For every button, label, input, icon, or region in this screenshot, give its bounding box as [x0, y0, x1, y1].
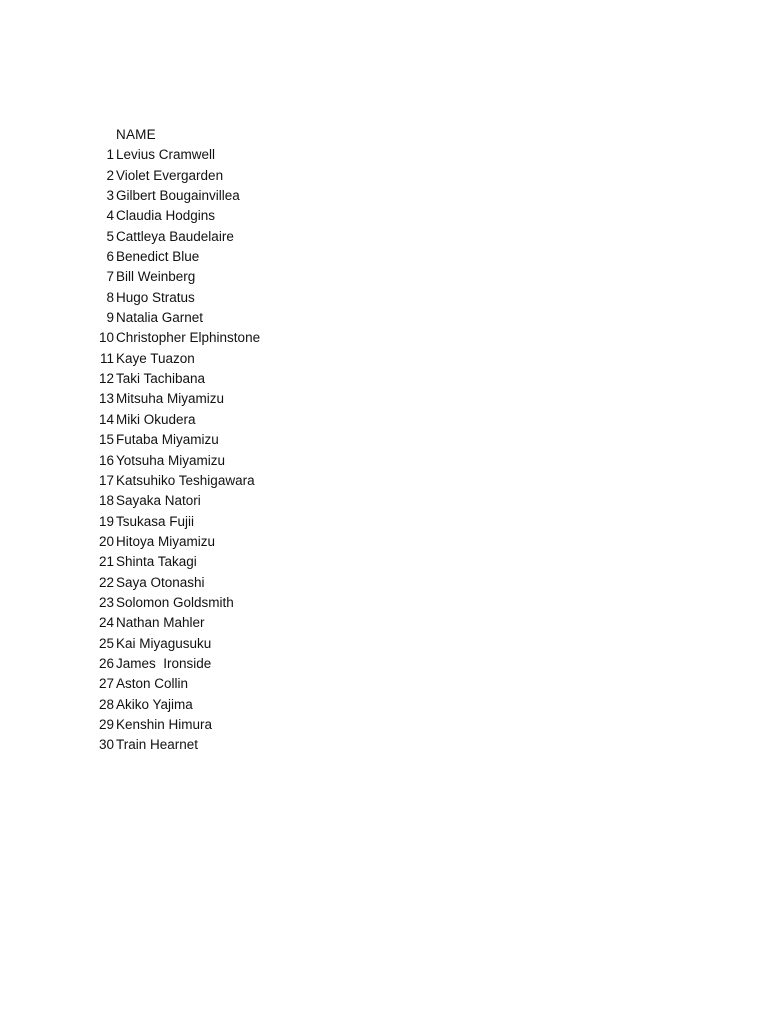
- row-number: 1: [106, 147, 114, 163]
- table-row: [92, 328, 260, 348]
- table-row: [92, 166, 260, 186]
- name-list-body: [92, 125, 260, 756]
- row-name: Taki Tachibana: [116, 371, 206, 387]
- row-name: Christopher Elphinstone: [116, 330, 261, 346]
- table-row: [92, 491, 260, 511]
- row-name: Kaye Tuazon: [116, 350, 195, 366]
- row-name: Hitoya Miyamizu: [116, 533, 216, 549]
- row-number: 26: [98, 655, 114, 671]
- row-name: Violet Evergarden: [116, 167, 224, 183]
- row-number: 6: [106, 249, 114, 265]
- table-row: [92, 349, 260, 369]
- table-row: [92, 145, 260, 165]
- header-row: [92, 125, 260, 145]
- table-row: [92, 410, 260, 430]
- row-number: 22: [98, 574, 114, 590]
- row-number: 3: [106, 188, 114, 204]
- table-row: [92, 552, 260, 572]
- row-number: 16: [98, 452, 114, 468]
- row-name: James Ironside: [116, 655, 212, 671]
- row-name: Levius Cramwell: [116, 147, 216, 163]
- row-number: 25: [98, 635, 114, 651]
- row-name: Kenshin Himura: [116, 716, 213, 732]
- table-row: [92, 288, 260, 308]
- row-name: Tsukasa Fujii: [116, 513, 195, 529]
- row-number: 11: [99, 350, 114, 366]
- row-name: Bill Weinberg: [116, 269, 196, 285]
- table-row: [92, 695, 260, 715]
- row-number: 9: [106, 310, 114, 326]
- row-name: Shinta Takagi: [116, 554, 197, 570]
- row-name: Kai Miyagusuku: [116, 635, 212, 651]
- table-row: [92, 593, 260, 613]
- row-number: 20: [98, 533, 114, 549]
- row-name: Katsuhiko Teshigawara: [116, 472, 255, 488]
- row-name: Natalia Garnet: [116, 310, 204, 326]
- row-number: 28: [98, 696, 114, 712]
- row-number: 13: [98, 391, 114, 407]
- table-row: [92, 471, 260, 491]
- row-number: 14: [98, 411, 114, 427]
- row-number: 17: [98, 472, 114, 488]
- row-name: Yotsuha Miyamizu: [116, 452, 226, 468]
- row-number: 29: [98, 716, 114, 732]
- table-row: [92, 451, 260, 471]
- row-number: 19: [98, 513, 114, 529]
- table-row: [92, 308, 260, 328]
- table-row: [92, 227, 260, 247]
- row-name: Train Hearnet: [116, 737, 199, 753]
- row-number: 24: [98, 615, 114, 631]
- row-number: 4: [106, 208, 114, 224]
- number-column-header: [92, 125, 115, 145]
- table-row: [92, 735, 260, 755]
- row-name: Sayaka Natori: [116, 493, 201, 509]
- row-number: 21: [98, 554, 114, 570]
- table-row: [92, 369, 260, 389]
- row-name: Gilbert Bougainvillea: [116, 188, 240, 204]
- table-row: [92, 247, 260, 267]
- table-row: [92, 532, 260, 552]
- table-row: [92, 634, 260, 654]
- table-row: [92, 512, 260, 532]
- row-name: Hugo Stratus: [116, 289, 195, 305]
- row-name: Benedict Blue: [116, 249, 200, 265]
- row-name: Solomon Goldsmith: [116, 594, 234, 610]
- row-name: Claudia Hodgins: [116, 208, 216, 224]
- row-name: Futaba Miyamizu: [116, 432, 219, 448]
- table-row: [92, 674, 260, 694]
- row-name: Mitsuha Miyamizu: [116, 391, 225, 407]
- table-row: [92, 430, 260, 450]
- name-column-header: NAME: [116, 127, 156, 142]
- row-number: 12: [98, 371, 114, 387]
- row-name: Nathan Mahler: [116, 615, 205, 631]
- row-name: Akiko Yajima: [116, 696, 193, 712]
- row-number: 30: [98, 737, 114, 753]
- row-name: Miki Okudera: [116, 411, 196, 427]
- table-row: [92, 654, 260, 674]
- row-number: 15: [98, 432, 114, 448]
- row-number: 7: [106, 269, 114, 285]
- row-number: 5: [106, 228, 114, 244]
- table-row: [92, 186, 260, 206]
- row-number: 23: [98, 594, 114, 610]
- table-row: [92, 267, 260, 287]
- row-number: 27: [98, 676, 114, 692]
- row-number: 18: [98, 493, 114, 509]
- row-name: Cattleya Baudelaire: [116, 228, 234, 244]
- table-row: [92, 613, 260, 633]
- table-row: [92, 573, 260, 593]
- table-row: [92, 715, 260, 735]
- row-number: 2: [106, 167, 114, 183]
- table-row: [92, 206, 260, 226]
- table-row: [92, 389, 260, 409]
- row-number: 10: [98, 330, 114, 346]
- row-number: 8: [106, 289, 114, 305]
- row-name: Aston Collin: [116, 676, 189, 692]
- name-list-table: [92, 125, 260, 756]
- row-name: Saya Otonashi: [116, 574, 205, 590]
